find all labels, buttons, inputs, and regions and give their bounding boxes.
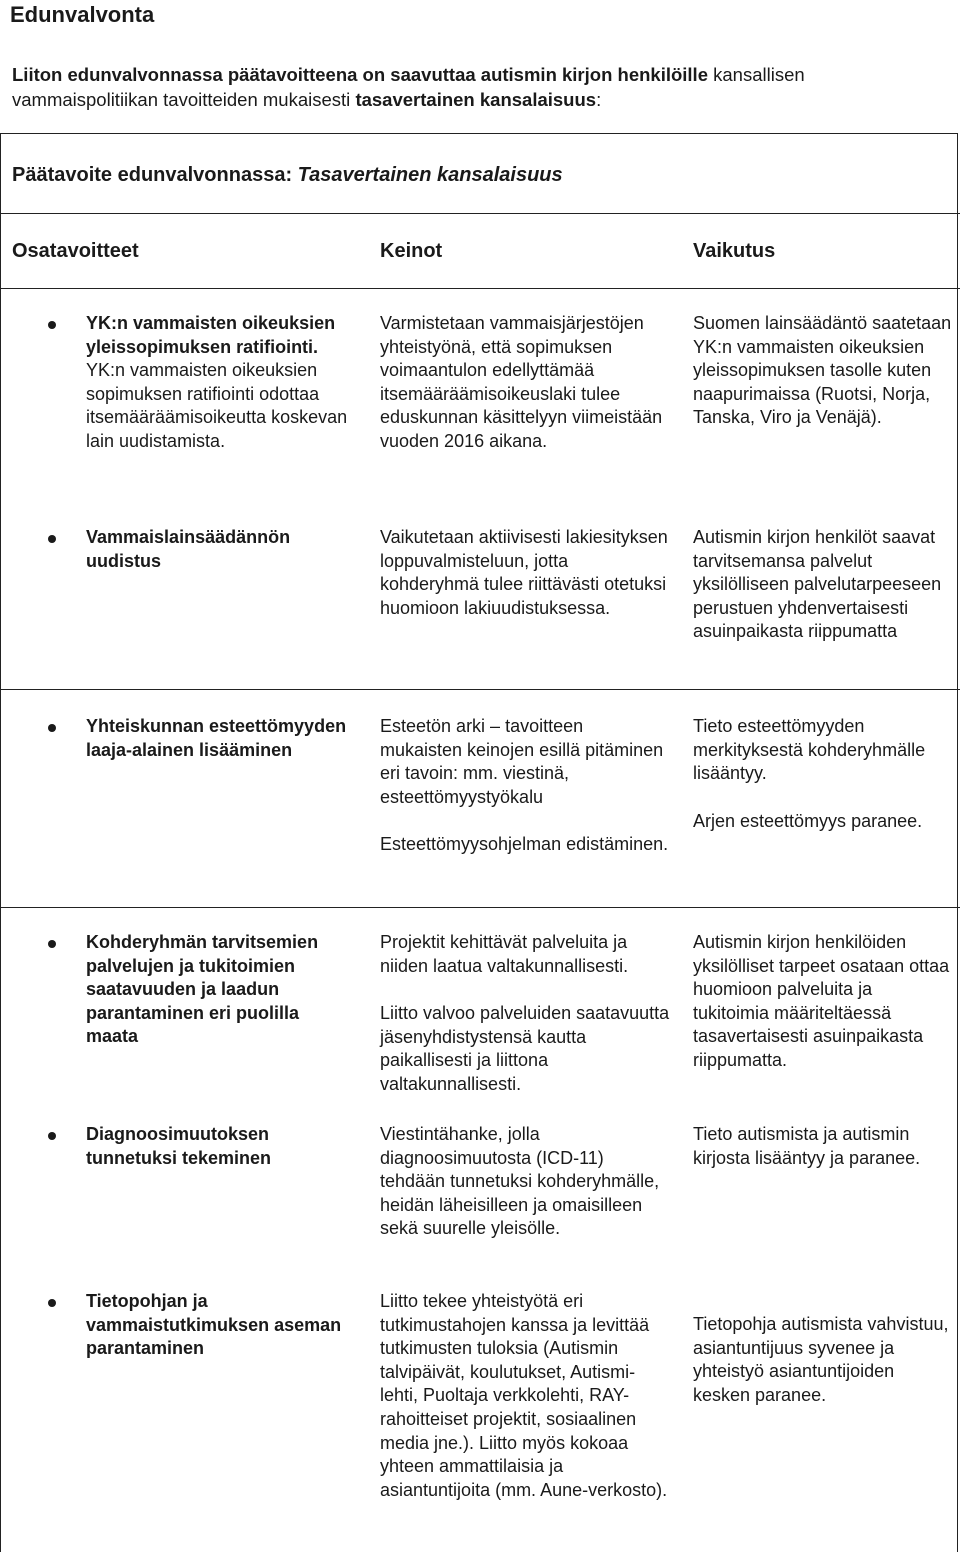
divider-row-2 (0, 689, 960, 690)
effect-cell: Suomen lainsäädäntö saatetaan YK:n vammaisten oikeuksien yleissopimuksen tasolle kuten naapurimaissa (Ruotsi, Norja, Tanska, Viro ja Venäjä). (693, 313, 952, 428)
goal-cell: Diagnoosimuutoksen tunnetuksi tekeminen (86, 1124, 272, 1168)
means-paragraph: Esteettömyysohjelman edistäminen. (380, 834, 669, 855)
bullet-icon (48, 940, 56, 948)
effect-cell: Tietopohja autismista vahvistuu, asiantuntijuus syvenee ja yhteistyö asiantuntijoiden kesken paranee. (693, 1314, 949, 1405)
means-cell (380, 715, 670, 857)
bullet-icon (48, 321, 56, 329)
main-goal-label: Päätavoite edunvalvonnassa: (12, 164, 298, 186)
main-goal-heading (12, 161, 563, 189)
goal-cell: Tietopohjan ja vammaistutkimuksen aseman parantaminen (86, 1291, 342, 1359)
bullet-icon (48, 535, 56, 543)
goal-cell: Yhteiskunnan esteettömyyden laaja-alainen lisääminen (86, 716, 347, 760)
means-paragraph: Projektit kehittävät palveluita ja niiden laatua valtakunnallisesti. (380, 932, 629, 976)
effect-cell: Autismin kirjon henkilöt saavat tarvitsemansa palvelut yksilölliseen palvelutarpeeseen perustuen yhdenvertaisesti asuinpaikasta riippumatta (693, 527, 942, 642)
effect-paragraph: Arjen esteettömyys paranee. (693, 810, 923, 831)
effect-paragraph: Tieto esteettömyyden merkityksestä kohderyhmälle lisääntyy. (693, 716, 926, 784)
main-goal-value: Tasavertainen kansalaisuus (297, 164, 563, 186)
goal-cell: Kohderyhmän tarvitsemien palvelujen ja tukitoimien saatavuuden ja laadun parantaminen eri puolilla maata (86, 932, 319, 1047)
means-paragraph: Esteetön arki – tavoitteen mukaisten keinojen esillä pitäminen eri tavoin: mm. viestinä, esteettömyystyökalu (380, 716, 664, 807)
column-header-goals: Osatavoitteet (12, 240, 139, 262)
goal-cell (86, 312, 356, 454)
means-cell: Liitto tekee yhteistyötä eri tutkimustahojen kanssa ja levittää tutkimusten tuloksia (Autismin talvipäivät, koulutukset, Autismi-lehti, Puoltaja verkkolehti, RAY-rahoitteiset projektit, sosiaalinen media jne.). Liitto myös kokoaa yhteen ammattilaisia ja asiantuntijoita (mm. Aune-verkosto). (380, 1291, 668, 1500)
means-cell: Vaikutetaan aktiivisesti lakiesityksen loppuvalmisteluun, jotta kohderyhmä tulee riittävästi otetuksi huomioon lakiuudistuksessa. (380, 527, 668, 618)
divider-colheads (0, 288, 960, 289)
means-cell: Varmistetaan vammaisjärjestöjen yhteistyönä, että sopimuksen voimaantulon edellyttämää itsemääräämisoikeuslaki tulee eduskunnan käsittelyyn viimeistään vuoden 2016 aikana. (380, 313, 663, 451)
column-header-effect: Vaikutus (693, 240, 776, 262)
bullet-icon (48, 1132, 56, 1140)
goal-title: YK:n vammaisten oikeuksien yleissopimuksen ratifiointi. (86, 313, 336, 357)
page-title: Edunvalvonta (10, 2, 155, 27)
intro-paragraph (12, 62, 942, 112)
bullet-icon (48, 724, 56, 732)
bullet-icon (48, 1299, 56, 1307)
column-header-means: Keinot (380, 240, 443, 262)
effect-cell: Autismin kirjon henkilöiden yksilölliset tarpeet osataan ottaa huomioon palveluita ja tukitoimia määriteltäessä tasavertaisesti asuinpaikasta riippumatta. (693, 932, 950, 1070)
goal-description: YK:n vammaisten oikeuksien sopimuksen ratifiointi odottaa itsemääräämisoikeutta koskevan lain uudistamista. (86, 360, 348, 451)
divider-heading (0, 213, 960, 214)
intro-bold-3: tasavertainen kansalaisuus (355, 89, 597, 110)
divider-row-3 (0, 907, 960, 908)
effect-cell: Tieto autismista ja autismin kirjosta lisääntyy ja paranee. (693, 1124, 921, 1168)
goal-cell: Vammaislainsäädännön uudistus (86, 527, 291, 571)
intro-text-2: kansallisen vammaispolitiikan tavoitteiden mukaisesti (12, 64, 805, 110)
intro-bold-1: Liiton edunvalvonnassa päätavoitteena on saavuttaa autismin kirjon henkilöille (12, 64, 708, 85)
means-cell (380, 931, 670, 1097)
means-cell: Viestintähanke, jolla diagnoosimuutosta (ICD-11) tehdään tunnetuksi kohderyhmälle, heidän läheisilleen ja omaisilleen sekä suurelle yleisölle. (380, 1124, 660, 1239)
effect-cell (693, 715, 953, 833)
means-paragraph: Liitto valvoo palveluiden saatavuutta jäsenyhdistystensä kautta paikallisesti ja liittona valtakunnallisesti. (380, 1003, 670, 1094)
intro-text-4: : (596, 89, 602, 110)
